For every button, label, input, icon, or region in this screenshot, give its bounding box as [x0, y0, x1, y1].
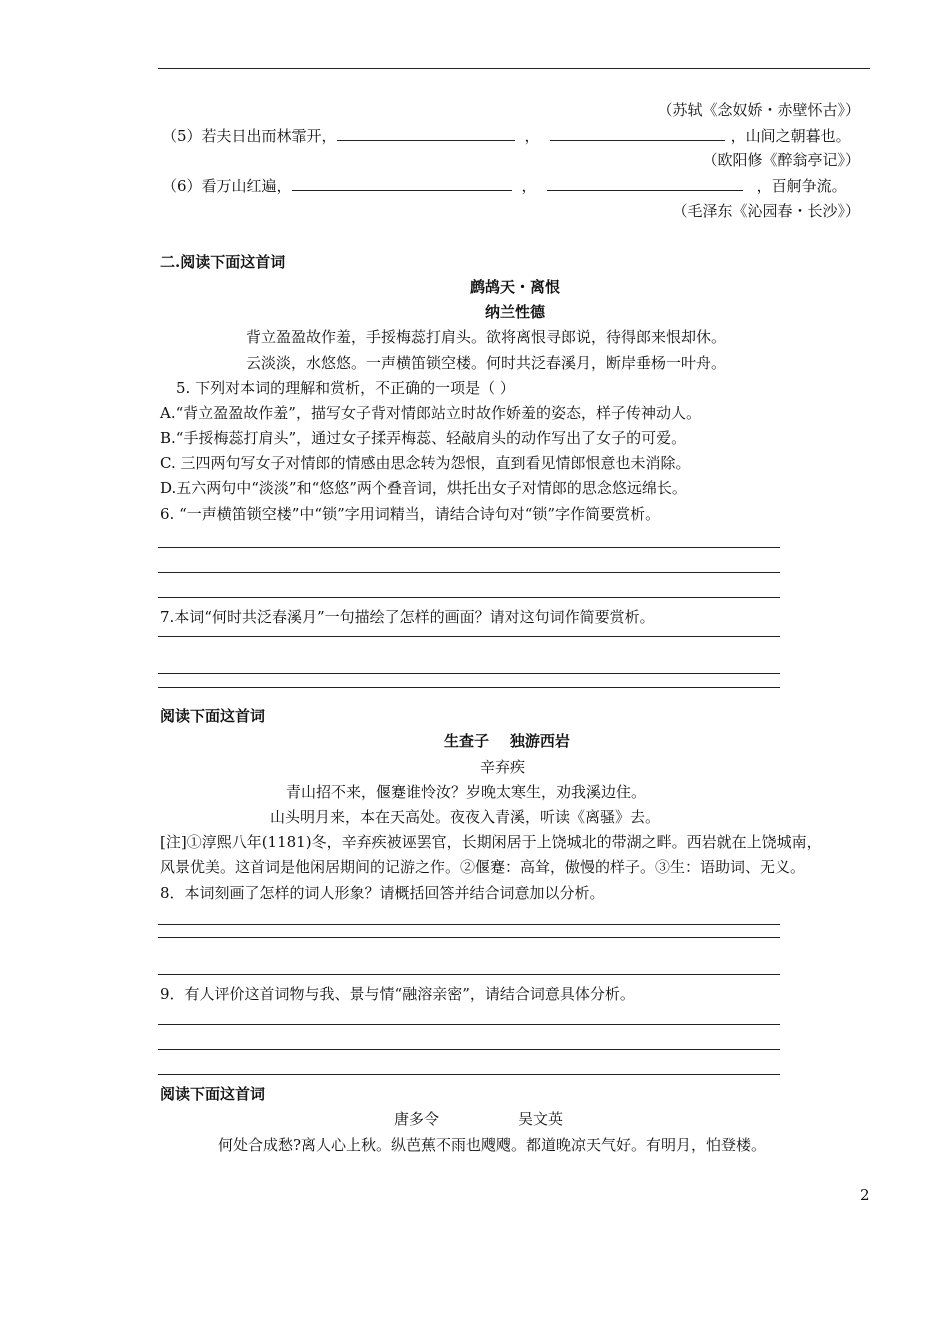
option-b[interactable]: B.“手挼梅蕊打肩头”，通过女子揉弄梅蕊、轻敲肩头的动作写出了女子的可爱。: [160, 429, 687, 447]
blank-6a[interactable]: [292, 176, 512, 191]
answer-line[interactable]: [158, 1074, 780, 1075]
answer-line[interactable]: [158, 636, 780, 637]
q6-sep: ，: [521, 177, 537, 195]
q5-sep: ，: [524, 127, 540, 145]
blank-5a[interactable]: [337, 126, 515, 141]
question-5: 5. 下列对本词的理解和赏析，不正确的一项是（ ）: [176, 379, 515, 397]
blank-5b[interactable]: [550, 126, 725, 141]
section-3-heading: 阅读下面这首词: [160, 707, 266, 725]
poem-3-line-1: 何处合成愁?离人心上秋。纵芭蕉不雨也飕飕。都道晚凉天气好。有明月，怕登楼。: [218, 1136, 767, 1154]
option-a[interactable]: A.“背立盈盈故作羞”，描写女子背对情郎站立时故作娇羞的姿态，样子传神动人。: [160, 404, 701, 422]
poem-2-title: 生查子 独游西岩: [444, 732, 570, 750]
poem-3-title: 唐多令: [394, 1110, 440, 1128]
blank-6b[interactable]: [547, 176, 743, 191]
question-5-fill: [162, 126, 851, 146]
question-7: 7.本词“何时共泛春溪月”一句描绘了怎样的画面？请对这句词作简要赏析。: [160, 608, 655, 626]
question-8: 8．本词刻画了怎样的词人形象？请概括回答并结合词意加以分析。: [160, 884, 605, 902]
source-4: （苏轼《念奴娇・赤壁怀古》）: [657, 101, 860, 119]
header-rule: [158, 68, 870, 69]
q5-suffix: ，山间之朝暮也。: [730, 127, 851, 145]
q6-prefix: （6）看万山红遍，: [162, 177, 292, 195]
source-6: （毛泽东《沁园春・长沙》）: [672, 202, 860, 220]
poem-2-author: 辛弃疾: [480, 758, 526, 776]
answer-line[interactable]: [158, 1049, 780, 1050]
note-line-1: [注]①淳熙八年(1181)冬，辛弃疾被诬罢官，长期闲居于上饶城北的带湖之畔。西岩就在上饶城南，: [160, 833, 822, 851]
q6-suffix: ，百舸争流。: [756, 177, 847, 195]
answer-line[interactable]: [158, 673, 780, 674]
poem-2-line-1: 青山招不来，偃蹇谁怜汝？岁晚太寒生，劝我溪边住。: [286, 783, 647, 801]
poem-2-line-2: 山头明月来，本在天高处。夜夜入青溪，听读《离骚》去。: [270, 808, 661, 826]
option-c[interactable]: C. 三四两句写女子对情郎的情感由思念转为怨恨，直到看见情郎恨意也未消除。: [160, 454, 691, 472]
answer-line[interactable]: [158, 597, 780, 598]
option-d[interactable]: D.五六两句中“淡淡”和“悠悠”两个叠音词，烘托出女子对情郎的思念悠远绵长。: [160, 479, 687, 497]
q5-prefix: （5）若夫日出而林霏开，: [162, 127, 337, 145]
answer-line[interactable]: [158, 974, 780, 975]
poem-1-line-2: 云淡淡，水悠悠。一声横笛锁空楼。何时共泛春溪月，断岸垂杨一叶舟。: [246, 354, 727, 372]
poem-1-title: 鹧鸪天・离恨: [469, 278, 560, 296]
section-4-heading: 阅读下面这首词: [160, 1085, 266, 1103]
section-2-heading: 二.阅读下面这首词: [160, 253, 286, 271]
answer-line[interactable]: [158, 1024, 780, 1025]
answer-line[interactable]: [158, 547, 780, 548]
page-number: 2: [860, 1186, 870, 1204]
poem-1-author: 纳兰性德: [484, 303, 545, 321]
answer-line[interactable]: [158, 937, 780, 938]
source-5: （欧阳修《醉翁亭记》）: [702, 151, 860, 169]
answer-line[interactable]: [158, 924, 780, 925]
question-6-fill: [162, 176, 847, 196]
poem-1-line-1: 背立盈盈故作羞，手挼梅蕊打肩头。欲将离恨寻郎说，待得郎来恨却休。: [246, 328, 727, 346]
poem-3-author: 吴文英: [518, 1110, 564, 1128]
answer-line[interactable]: [158, 572, 780, 573]
question-6: 6. “一声横笛锁空楼”中“锁”字用词精当，请结合诗句对“锁”字作简要赏析。: [160, 505, 661, 523]
question-9: 9．有人评价这首词物与我、景与情“融溶亲密”，请结合词意具体分析。: [160, 985, 635, 1003]
answer-line[interactable]: [158, 687, 780, 688]
note-line-2: 风景优美。这首词是他闲居期间的记游之作。②偃蹇：高耸，傲慢的样子。③生：语助词、无义。: [160, 858, 806, 876]
